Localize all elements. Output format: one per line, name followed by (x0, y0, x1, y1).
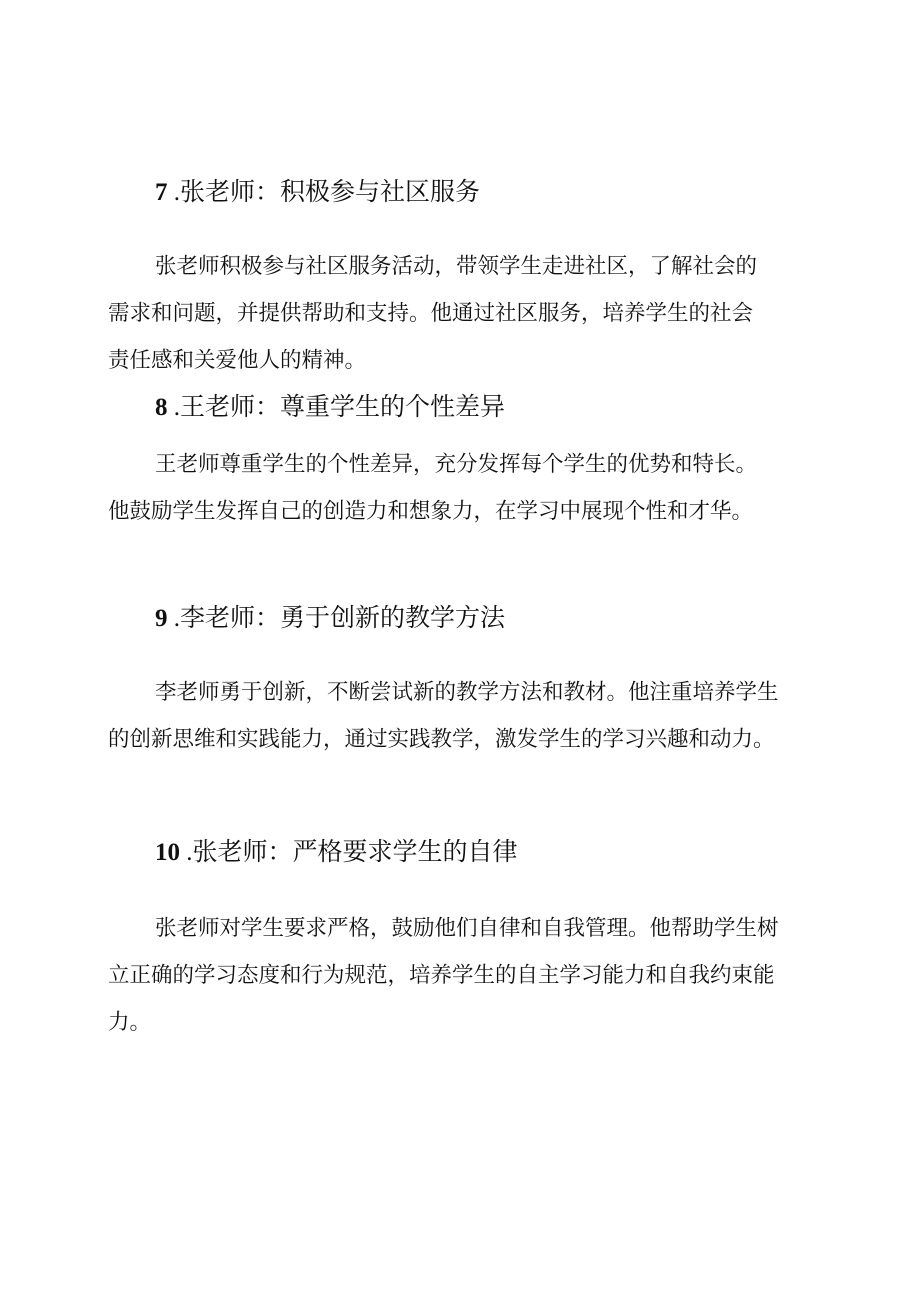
section-number-dot: . (167, 179, 180, 206)
section-number-dot: . (180, 839, 193, 866)
section-heading-7 (155, 176, 480, 209)
paragraph-line: 立正确的学习态度和行为规范，培养学生的自主学习能力和自我约束能 (108, 963, 775, 988)
section-paragraph-7 (108, 243, 826, 384)
section-paragraph-10 (108, 905, 826, 1046)
section-heading-10 (155, 836, 518, 869)
section-heading-8 (155, 391, 505, 424)
paragraph-line: 的创新思维和实践能力，通过实践教学，激发学生的学习兴趣和动力。 (108, 727, 775, 752)
paragraph-line: 李老师勇于创新，不断尝试新的教学方法和教材。他注重培养学生 (155, 680, 779, 705)
section-heading-9 (155, 602, 505, 635)
paragraph-line: 他鼓励学生发挥自己的创造力和想象力，在学习中展现个性和才华。 (108, 499, 754, 524)
section-title: 王老师：尊重学生的个性差异 (180, 392, 506, 421)
paragraph-line: 张老师积极参与社区服务活动，带领学生走进社区，了解社会的 (155, 254, 758, 279)
section-number-dot: . (167, 605, 180, 632)
section-number: 7 (155, 179, 168, 206)
section-paragraph-9 (108, 669, 826, 763)
paragraph-line: 需求和问题，并提供帮助和支持。他通过社区服务，培养学生的社会 (108, 301, 754, 326)
paragraph-line: 张老师对学生要求严格，鼓励他们自律和自我管理。他帮助学生树 (155, 916, 779, 941)
section-paragraph-8 (108, 441, 826, 535)
paragraph-line: 责任感和关爱他人的精神。 (108, 348, 367, 373)
section-title: 张老师：严格要求学生的自律 (192, 837, 518, 866)
paragraph-line: 力。 (108, 1010, 152, 1035)
paragraph-line: 王老师尊重学生的个性差异，充分发挥每个学生的优势和特长。 (155, 452, 758, 477)
section-title: 李老师：勇于创新的教学方法 (180, 603, 506, 632)
section-number-dot: . (167, 394, 180, 421)
section-number: 9 (155, 605, 168, 632)
section-number: 10 (155, 839, 180, 866)
section-title: 张老师：积极参与社区服务 (180, 177, 481, 206)
section-number: 8 (155, 394, 168, 421)
